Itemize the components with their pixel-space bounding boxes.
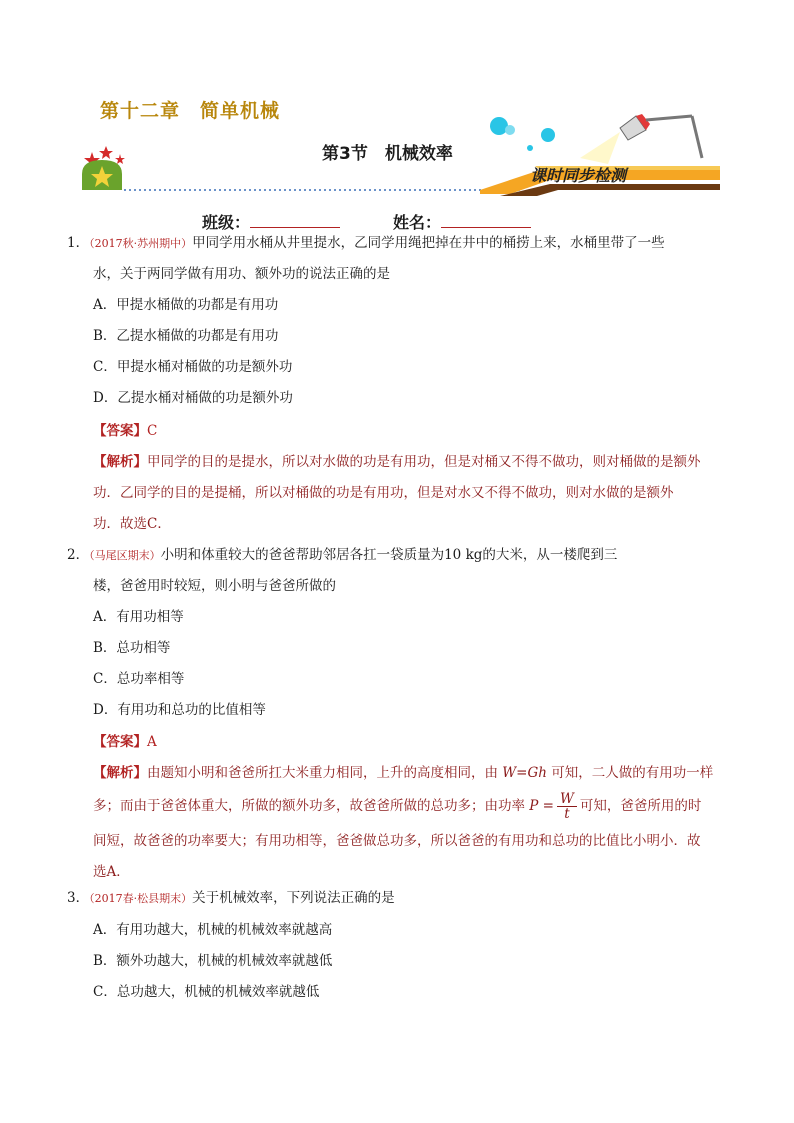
q2-analysis-3: 间短，故爸爸的功率要大；有用功相等，爸爸做总功多，所以爸爸的有用功和总功的比值比小明小．故 — [93, 833, 701, 849]
q2-number: 2． — [67, 547, 90, 563]
q3-number: 3． — [67, 890, 90, 906]
q2-stem-line-1 — [67, 545, 617, 566]
q1-option-c: C．甲提水桶对桶做的功是额外功 — [93, 359, 293, 375]
q2-frac-num: W — [557, 792, 577, 807]
q1-stem-2: 水，关于两同学做有用功、额外功的说法正确的是 — [93, 266, 390, 282]
q1-number: 1． — [67, 235, 90, 251]
q2-stem-1: 小明和体重较大的爸爸帮助邻居各扛一袋质量为10 kg的大米，从一楼爬到三 — [160, 547, 618, 563]
q1-option-d: D．乙提水桶对桶做的功是额外功 — [93, 390, 293, 406]
class-field[interactable] — [202, 210, 340, 233]
q1-analysis-2: 功．乙同学的目的是提桶，所以对桶做的功是有用功，但是对水又不得不做功，则对水做的是额外 — [93, 485, 674, 501]
class-blank[interactable] — [250, 213, 340, 228]
q1-source: （2017秋·苏州期中） — [89, 237, 193, 250]
bubble-small-icon — [505, 125, 515, 135]
q2-option-d: D．有用功和总功的比值相等 — [93, 702, 266, 718]
q2-analysis-4: 选A． — [93, 864, 130, 880]
desk-lamp-icon — [580, 114, 702, 164]
bubble-large-icon — [490, 117, 508, 135]
q2-formula-w: W=Gh — [502, 765, 547, 781]
q1-stem-1: 甲同学用水桶从井里提水，乙同学用绳把掉在井中的桶捞上来，水桶里带了一些 — [192, 235, 665, 251]
q2-option-c: C．总功率相等 — [93, 671, 185, 687]
q1-answer — [93, 421, 157, 441]
q1-option-b: B．乙提水桶做的功都是有用功 — [93, 328, 279, 344]
q2-analysis-tag: 【解析】 — [93, 765, 147, 781]
q2-option-a: A．有用功相等 — [93, 609, 184, 625]
q2-stem-2: 楼，爸爸用时较短，则小明与爸爸所做的 — [93, 578, 336, 594]
q3-option-b: B．额外功越大，机械的机械效率就越低 — [93, 953, 333, 969]
q2-answer — [93, 732, 157, 752]
q2-option-b: B．总功相等 — [93, 640, 171, 656]
q2-analysis-line-2 — [93, 792, 701, 821]
bubble-medium-icon — [541, 128, 555, 142]
q1-analysis-1: 甲同学的目的是提水，所以对水做的功是有用功，但是对桶又不得不做功，则对桶做的是额外 — [147, 454, 701, 470]
q1-stem-line-1 — [67, 233, 665, 254]
q2-fraction — [557, 792, 577, 821]
star-badge-icon — [82, 146, 125, 190]
q1-analysis-tag: 【解析】 — [93, 454, 147, 470]
q2-answer-value: A — [147, 734, 157, 750]
name-blank[interactable] — [441, 213, 531, 228]
q2-analysis-1b: 可知，二人做的有用功一样 — [546, 765, 714, 781]
q3-option-a: A．有用功越大，机械的机械效率就越高 — [93, 922, 333, 938]
q2-analysis-1a: 由题知小明和爸爸所扛大米重力相同，上升的高度相同，由 — [147, 765, 503, 781]
q2-analysis-2a: 多；而由于爸爸体重大，所做的额外功多，故爸爸所做的总功多；由功率 — [93, 798, 530, 814]
q3-option-c: C．总功越大，机械的机械效率就越低 — [93, 984, 320, 1000]
q2-formula-p: P = — [529, 798, 554, 814]
q1-option-a: A．甲提水桶做的功都是有用功 — [93, 297, 279, 313]
q1-answer-value: C — [147, 423, 158, 439]
class-label: 班级： — [202, 213, 251, 232]
q1-answer-tag: 【答案】 — [93, 423, 147, 439]
q3-stem-1: 关于机械效率，下列说法正确的是 — [192, 890, 395, 906]
q3-stem-line-1 — [67, 888, 395, 909]
q2-analysis-line-1 — [93, 763, 713, 783]
q2-answer-tag: 【答案】 — [93, 734, 147, 750]
name-field[interactable] — [393, 210, 531, 233]
q2-source: （马尾区期末） — [89, 549, 161, 562]
q1-analysis-line-1 — [93, 452, 701, 472]
q1-analysis-3: 功．故选C． — [93, 516, 171, 532]
name-label: 姓名： — [393, 213, 442, 232]
banner-label: 课时同步检测 — [530, 166, 627, 185]
chapter-title: 第十二章 简单机械 — [100, 100, 281, 122]
section-title: 第3节 机械效率 — [322, 144, 453, 164]
q2-frac-den: t — [564, 806, 570, 822]
q2-analysis-2b: 可知，爸爸所用的时 — [579, 798, 702, 814]
bubble-tiny-icon — [527, 145, 533, 151]
q3-source: （2017春·松县期末） — [89, 892, 193, 905]
